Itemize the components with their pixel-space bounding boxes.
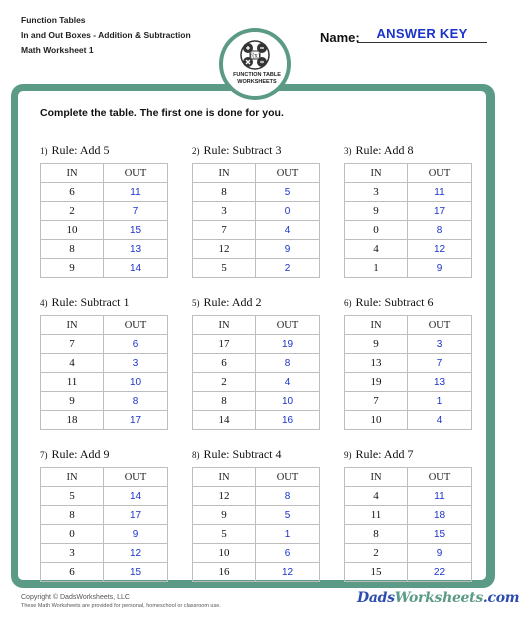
problem-number: 1) [40, 146, 48, 156]
out-header: OUT [104, 468, 168, 487]
in-value: 8 [345, 525, 408, 544]
in-header: IN [193, 468, 256, 487]
instructions: Complete the table. The first one is done for you. [40, 107, 284, 119]
out-header: OUT [408, 316, 472, 335]
rule-text: Rule: Add 2 [203, 295, 262, 309]
in-value: 8 [41, 240, 104, 259]
problem-number: 5) [192, 298, 200, 308]
in-header: IN [345, 316, 408, 335]
in-value: 3 [41, 544, 104, 563]
table-row [41, 506, 168, 525]
table-row [41, 259, 168, 278]
in-value: 3 [193, 202, 256, 221]
in-value: 10 [41, 221, 104, 240]
rule-label [40, 143, 168, 161]
table-row [41, 411, 168, 430]
function-table-problem [344, 295, 472, 430]
in-value: 2 [345, 544, 408, 563]
out-answer: 14 [104, 487, 168, 506]
out-answer: 11 [408, 487, 472, 506]
out-answer: 0 [256, 202, 320, 221]
in-value: 9 [345, 202, 408, 221]
table-row [41, 392, 168, 411]
rule-text: Rule: Add 5 [51, 143, 110, 157]
logo-suffix: .com [482, 590, 519, 606]
out-answer: 17 [104, 411, 168, 430]
table-row [41, 373, 168, 392]
in-value: 10 [193, 544, 256, 563]
in-header: IN [41, 468, 104, 487]
in-out-table [344, 467, 472, 582]
table-row [345, 202, 472, 221]
table-row [345, 392, 472, 411]
out-answer: 4 [256, 221, 320, 240]
table-row [41, 487, 168, 506]
in-value: 8 [193, 392, 256, 411]
in-value: 7 [345, 392, 408, 411]
rule-label [344, 143, 472, 161]
rule-text: Rule: Add 9 [51, 447, 110, 461]
rule-text: Rule: Subtract 3 [203, 143, 282, 157]
rule-label [40, 295, 168, 313]
in-value: 9 [345, 335, 408, 354]
table-header-row [41, 164, 168, 183]
footer-copyright [21, 593, 221, 611]
out-answer: 10 [256, 392, 320, 411]
out-answer: 15 [104, 221, 168, 240]
table-row [193, 487, 320, 506]
out-answer: 1 [256, 525, 320, 544]
table-row [345, 354, 472, 373]
table-header-row [41, 468, 168, 487]
table-row [345, 525, 472, 544]
out-answer: 11 [104, 183, 168, 202]
in-value: 1 [345, 259, 408, 278]
out-answer: 3 [104, 354, 168, 373]
table-header-row [41, 316, 168, 335]
out-answer: 9 [408, 544, 472, 563]
out-header: OUT [256, 316, 320, 335]
table-row [345, 411, 472, 430]
logo-dads: Dads [357, 590, 395, 606]
function-table-problem [192, 447, 320, 582]
in-out-table [40, 315, 168, 430]
problem-number: 4) [40, 298, 48, 308]
out-answer: 15 [104, 563, 168, 582]
in-value: 4 [345, 487, 408, 506]
rule-label [192, 143, 320, 161]
function-table-problem [344, 447, 472, 582]
function-table-logo [219, 28, 291, 100]
rule-label [344, 295, 472, 313]
table-row [345, 506, 472, 525]
out-header: OUT [408, 164, 472, 183]
in-value: 0 [345, 221, 408, 240]
table-row [41, 202, 168, 221]
out-answer: 8 [256, 487, 320, 506]
table-row [193, 392, 320, 411]
in-value: 18 [41, 411, 104, 430]
out-answer: 8 [408, 221, 472, 240]
table-row [41, 183, 168, 202]
out-answer: 16 [256, 411, 320, 430]
out-answer: 6 [256, 544, 320, 563]
table-row [193, 506, 320, 525]
in-value: 14 [193, 411, 256, 430]
in-value: 8 [193, 183, 256, 202]
out-answer: 17 [408, 202, 472, 221]
table-row [345, 335, 472, 354]
in-header: IN [345, 164, 408, 183]
table-header-row [345, 164, 472, 183]
in-header: IN [193, 164, 256, 183]
in-value: 16 [193, 563, 256, 582]
table-row [345, 221, 472, 240]
in-value: 11 [41, 373, 104, 392]
in-value: 17 [193, 335, 256, 354]
in-value: 2 [193, 373, 256, 392]
in-out-table [192, 315, 320, 430]
table-row [193, 335, 320, 354]
problem-number: 8) [192, 450, 200, 460]
logo-text-line2: WORKSHEETS [237, 79, 277, 85]
out-answer: 15 [408, 525, 472, 544]
table-row [193, 202, 320, 221]
logo-worksheets: Worksheets [394, 590, 483, 606]
out-answer: 12 [408, 240, 472, 259]
rule-text: Rule: Add 7 [355, 447, 414, 461]
problem-number: 7) [40, 450, 48, 460]
out-answer: 9 [104, 525, 168, 544]
out-answer: 13 [408, 373, 472, 392]
in-value: 8 [41, 506, 104, 525]
problem-number: 6) [344, 298, 352, 308]
out-answer: 12 [256, 563, 320, 582]
worksheet-title: Function Tables [21, 15, 86, 25]
out-answer: 19 [256, 335, 320, 354]
out-answer: 12 [104, 544, 168, 563]
table-row [41, 240, 168, 259]
rule-text: Rule: Add 8 [355, 143, 414, 157]
in-value: 11 [345, 506, 408, 525]
usage-note: These Math Worksheets are provided for personal, homeschool or classroom use. [21, 603, 221, 609]
rule-label [40, 447, 168, 465]
in-out-table [192, 467, 320, 582]
out-answer: 7 [408, 354, 472, 373]
function-table-problem [40, 447, 168, 582]
out-header: OUT [104, 164, 168, 183]
in-value: 5 [193, 259, 256, 278]
in-value: 4 [345, 240, 408, 259]
in-value: 7 [41, 335, 104, 354]
out-answer: 7 [104, 202, 168, 221]
out-answer: 1 [408, 392, 472, 411]
in-value: 2 [41, 202, 104, 221]
function-table-problem [344, 143, 472, 278]
function-table-problem [192, 143, 320, 278]
function-table-problem [192, 295, 320, 430]
table-row [193, 411, 320, 430]
in-value: 5 [41, 487, 104, 506]
in-value: 10 [345, 411, 408, 430]
logo-text-line1: FUNCTION TABLE [233, 72, 281, 78]
table-row [345, 183, 472, 202]
in-value: 12 [193, 240, 256, 259]
table-row [193, 563, 320, 582]
in-out-table [344, 163, 472, 278]
table-header-row [193, 316, 320, 335]
in-value: 19 [345, 373, 408, 392]
out-answer: 5 [256, 183, 320, 202]
table-row [345, 259, 472, 278]
in-header: IN [41, 316, 104, 335]
out-answer: 10 [104, 373, 168, 392]
rule-text: Rule: Subtract 6 [355, 295, 434, 309]
out-answer: 6 [104, 335, 168, 354]
in-value: 12 [193, 487, 256, 506]
problem-number: 3) [344, 146, 352, 156]
table-row [193, 259, 320, 278]
in-value: 13 [345, 354, 408, 373]
problem-number: 9) [344, 450, 352, 460]
rule-label [192, 295, 320, 313]
table-row [345, 373, 472, 392]
in-value: 6 [41, 183, 104, 202]
table-row [193, 354, 320, 373]
out-answer: 8 [104, 392, 168, 411]
copyright-text: Copyright © DadsWorksheets, LLC [21, 594, 130, 601]
name-underline [357, 42, 487, 43]
out-answer: 4 [408, 411, 472, 430]
problem-number: 2) [192, 146, 200, 156]
in-out-table [192, 163, 320, 278]
out-header: OUT [104, 316, 168, 335]
function-machine-icon [240, 40, 270, 70]
in-header: IN [41, 164, 104, 183]
table-row [193, 544, 320, 563]
in-value: 9 [41, 392, 104, 411]
table-header-row [193, 164, 320, 183]
table-row [41, 354, 168, 373]
worksheet-header [21, 13, 191, 58]
out-answer: 5 [256, 506, 320, 525]
in-value: 5 [193, 525, 256, 544]
rule-text: Rule: Subtract 4 [203, 447, 282, 461]
function-table-problem [40, 143, 168, 278]
out-header: OUT [408, 468, 472, 487]
out-answer: 4 [256, 373, 320, 392]
table-row [41, 544, 168, 563]
in-value: 6 [193, 354, 256, 373]
out-answer: 13 [104, 240, 168, 259]
out-answer: 2 [256, 259, 320, 278]
in-value: 15 [345, 563, 408, 582]
table-header-row [345, 468, 472, 487]
name-label: Name: [320, 30, 360, 45]
answer-key-label: ANSWER KEY [376, 26, 468, 41]
out-answer: 14 [104, 259, 168, 278]
table-row [345, 544, 472, 563]
table-row [193, 183, 320, 202]
out-header: OUT [256, 468, 320, 487]
table-row [193, 240, 320, 259]
in-value: 0 [41, 525, 104, 544]
out-answer: 8 [256, 354, 320, 373]
in-value: 7 [193, 221, 256, 240]
out-answer: 17 [104, 506, 168, 525]
in-value: 9 [41, 259, 104, 278]
out-answer: 9 [408, 259, 472, 278]
worksheet-number: Math Worksheet 1 [21, 45, 94, 55]
worksheet-subtitle: In and Out Boxes - Addition & Subtraction [21, 30, 191, 40]
name-field [320, 27, 490, 47]
function-table-problem [40, 295, 168, 430]
rule-label [192, 447, 320, 465]
table-header-row [193, 468, 320, 487]
table-row [193, 373, 320, 392]
out-answer: 11 [408, 183, 472, 202]
rule-text: Rule: Subtract 1 [51, 295, 130, 309]
table-row [193, 221, 320, 240]
table-row [41, 335, 168, 354]
in-value: 3 [345, 183, 408, 202]
in-header: IN [193, 316, 256, 335]
rule-label [344, 447, 472, 465]
table-row [41, 221, 168, 240]
table-header-row [345, 316, 472, 335]
table-row [345, 487, 472, 506]
table-row [41, 563, 168, 582]
in-out-table [40, 163, 168, 278]
in-value: 4 [41, 354, 104, 373]
table-row [193, 525, 320, 544]
table-row [345, 563, 472, 582]
out-answer: 3 [408, 335, 472, 354]
out-answer: 9 [256, 240, 320, 259]
out-answer: 22 [408, 563, 472, 582]
in-out-table [344, 315, 472, 430]
in-out-table [40, 467, 168, 582]
table-row [41, 525, 168, 544]
in-value: 9 [193, 506, 256, 525]
out-answer: 18 [408, 506, 472, 525]
dadsworksheets-logo [357, 590, 519, 606]
out-header: OUT [256, 164, 320, 183]
svg-text:f(x): f(x) [249, 52, 261, 60]
in-value: 6 [41, 563, 104, 582]
table-row [345, 240, 472, 259]
in-header: IN [345, 468, 408, 487]
